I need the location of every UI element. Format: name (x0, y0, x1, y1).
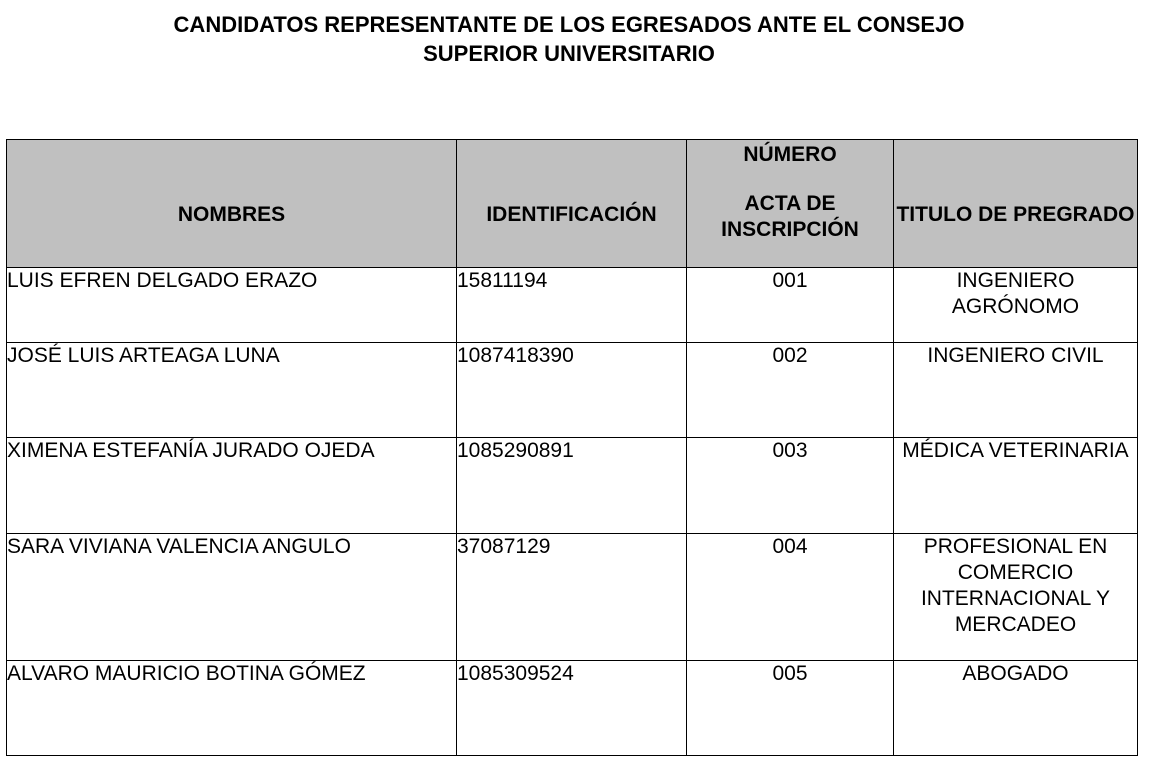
cell-identificacion: 1087418390 (457, 343, 687, 438)
cell-identificacion: 37087129 (457, 534, 687, 661)
cell-acta: 003 (687, 438, 894, 534)
cell-identificacion: 1085290891 (457, 438, 687, 534)
header-nombres: NOMBRES (7, 140, 457, 268)
document-title (0, 10, 1138, 68)
header-numero-acta (687, 140, 894, 268)
cell-nombre: JOSÉ LUIS ARTEAGA LUNA (7, 343, 457, 438)
cell-titulo: INGENIERO AGRÓNOMO (894, 268, 1138, 343)
cell-nombre: SARA VIVIANA VALENCIA ANGULO (7, 534, 457, 661)
cell-identificacion: 1085309524 (457, 661, 687, 756)
cell-titulo: INGENIERO CIVIL (894, 343, 1138, 438)
table-row (7, 661, 1138, 756)
table-row (7, 438, 1138, 534)
table-row (7, 268, 1138, 343)
cell-identificacion: 15811194 (457, 268, 687, 343)
title-line-1: CANDIDATOS REPRESENTANTE DE LOS EGRESADOS ANTE EL CONSEJO (173, 12, 965, 37)
cell-nombre: LUIS EFREN DELGADO ERAZO (7, 268, 457, 343)
table-row (7, 343, 1138, 438)
cell-acta: 005 (687, 661, 894, 756)
cell-acta: 001 (687, 268, 894, 343)
cell-titulo: ABOGADO (894, 661, 1138, 756)
cell-acta: 004 (687, 534, 894, 661)
header-acta-inscripcion: ACTA DE INSCRIPCIÓN (721, 192, 859, 241)
header-numero: NÚMERO (743, 143, 837, 166)
cell-titulo: MÉDICA VETERINARIA (894, 438, 1138, 534)
cell-acta: 002 (687, 343, 894, 438)
header-identificacion: IDENTIFICACIÓN (457, 140, 687, 268)
candidates-table (6, 139, 1138, 756)
cell-nombre: ALVARO MAURICIO BOTINA GÓMEZ (7, 661, 457, 756)
table-row (7, 534, 1138, 661)
table-header-row (7, 140, 1138, 268)
cell-nombre: XIMENA ESTEFANÍA JURADO OJEDA (7, 438, 457, 534)
title-line-2: SUPERIOR UNIVERSITARIO (423, 41, 715, 66)
cell-titulo: PROFESIONAL EN COMERCIO INTERNACIONAL Y MERCADEO (894, 534, 1138, 661)
header-titulo-pregrado: TITULO DE PREGRADO (894, 140, 1138, 268)
